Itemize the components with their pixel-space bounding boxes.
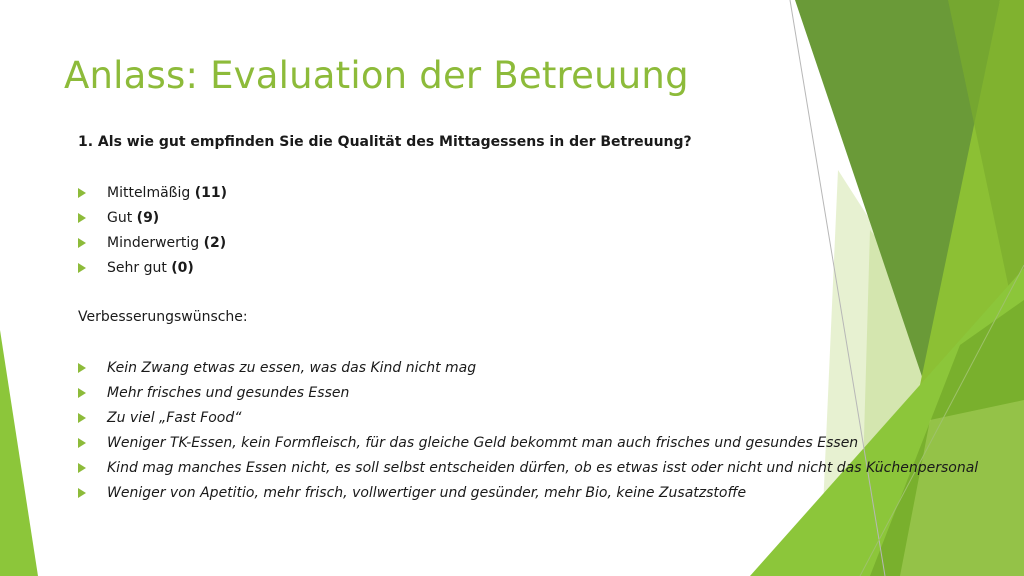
rating-count: (2) xyxy=(203,235,227,251)
improvement-text: Mehr frisches und gesundes Essen xyxy=(107,385,350,401)
bullet-arrow-icon xyxy=(78,488,86,498)
rating-label: Gut xyxy=(107,210,137,226)
rating-count: (11) xyxy=(194,185,227,201)
improvement-text: Kein Zwang etwas zu essen, was das Kind nicht mag xyxy=(107,360,477,376)
rating-label: Minderwertig xyxy=(107,235,204,251)
bullet-arrow-icon xyxy=(78,438,86,448)
bullet-arrow-icon xyxy=(78,463,86,473)
rating-label: Sehr gut xyxy=(107,260,172,276)
improvement-item xyxy=(78,483,746,503)
bullet-arrow-icon xyxy=(78,238,86,248)
improvement-item xyxy=(78,383,349,403)
rating-label: Mittelmäßig xyxy=(107,185,195,201)
improvement-item xyxy=(78,433,858,453)
rating-count: (0) xyxy=(171,260,194,276)
rating-item xyxy=(78,208,159,228)
bullet-arrow-icon xyxy=(78,188,86,198)
slide-title: Anlass: Evaluation der Betreuung xyxy=(64,54,689,97)
bullet-arrow-icon xyxy=(78,363,86,373)
improvement-item xyxy=(78,408,241,428)
bullet-arrow-icon xyxy=(78,388,86,398)
bullet-arrow-icon xyxy=(78,213,86,223)
rating-item xyxy=(78,258,194,278)
improvement-item xyxy=(78,458,978,478)
bullet-arrow-icon xyxy=(78,413,86,423)
rating-count: (9) xyxy=(136,210,160,226)
improvement-text: Weniger von Apetitio, mehr frisch, vollwertiger und gesünder, mehr Bio, keine Zusatzstoffe xyxy=(107,485,747,501)
bullet-arrow-icon xyxy=(78,263,86,273)
improvement-text: Zu viel „Fast Food“ xyxy=(107,410,242,426)
improvement-item xyxy=(78,358,476,378)
question-text: 1. Als wie gut empfinden Sie die Qualität des Mittagessens in der Betreuung? xyxy=(78,134,692,150)
rating-item xyxy=(78,183,227,203)
decor-left-triangle xyxy=(0,330,38,576)
improvement-text: Weniger TK-Essen, kein Formfleisch, für das gleiche Geld bekommt man auch frisches und gesundes Essen xyxy=(107,435,859,451)
improvements-heading: Verbesserungswünsche: xyxy=(78,309,248,325)
improvement-text: Kind mag manches Essen nicht, es soll selbst entscheiden dürfen, ob es etwas isst oder nicht und nicht das Küchenpersonal xyxy=(107,460,979,476)
rating-item xyxy=(78,233,226,253)
